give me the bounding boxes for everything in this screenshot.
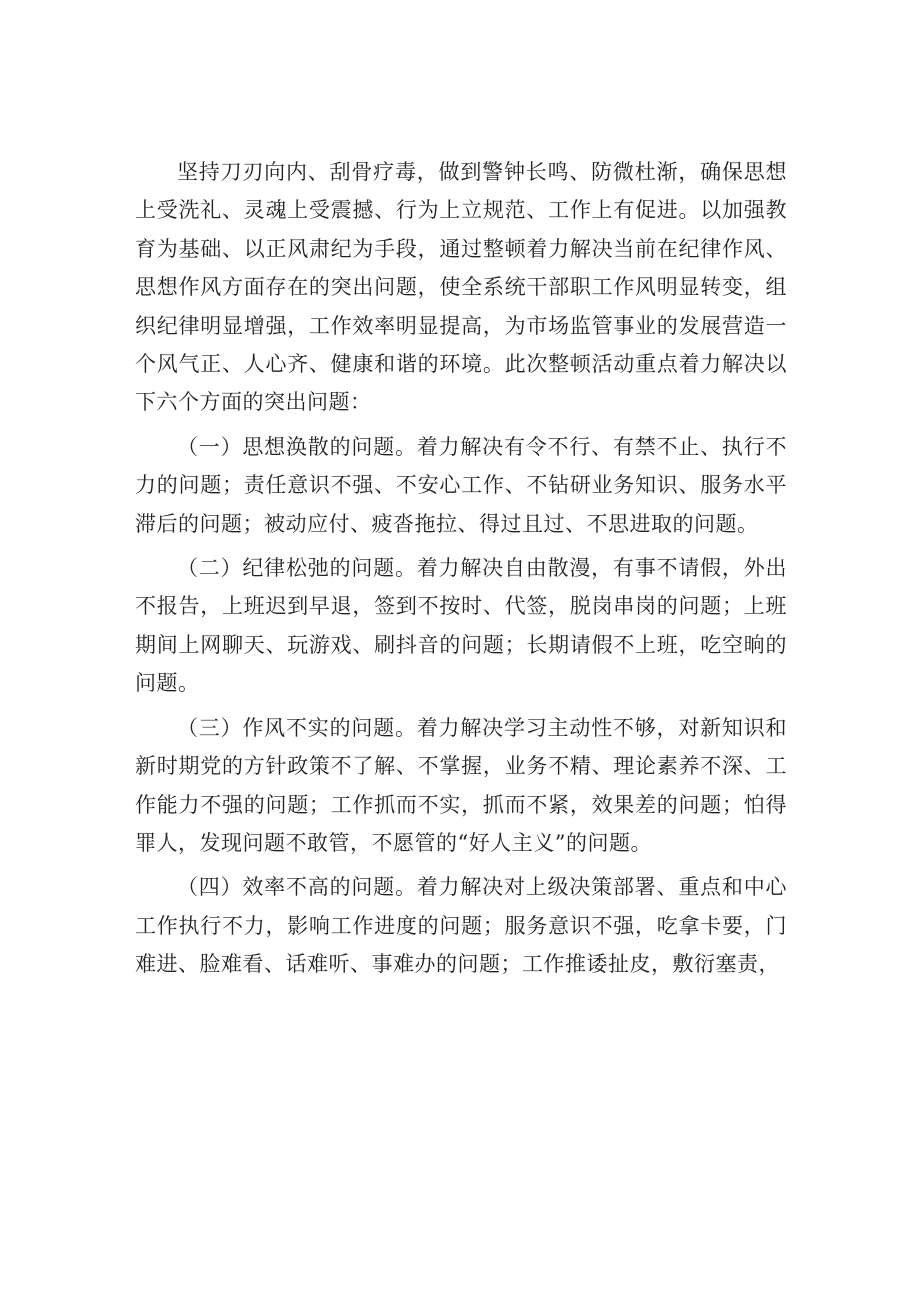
document-body [135, 153, 787, 990]
problem-4-paragraph: （四）效率不高的问题。着力解决对上级决策部署、重点和中心工作执行不力，影响工作进度的问题；服务意识不强，吃拿卡要，门难进、脸难看、话难听、事难办的问题；工作推诿扯皮，敷衍塞责， [135, 875, 787, 977]
problem-2-paragraph: （二）纪律松弛的问题。着力解决自由散漫，有事不请假，外出不报告，上班迟到早退，签到不按时、代签，脱岗串岗的问题；上班期间上网聊天、玩游戏、刷抖音的问题；长期请假不上班，吃空晌的问题。 [135, 556, 787, 696]
problem-3-paragraph: （三）作风不实的问题。着力解决学习主动性不够，对新知识和新时期党的方针政策不了解、不掌握，业务不精、理论素养不深、工作能力不强的问题；工作抓而不实，抓而不紧，效果差的问题；怕得罪人，发现问题不敢管，不愿管的“好人主义”的问题。 [135, 715, 787, 855]
intro-paragraph: 坚持刀刃向内、刮骨疗毒，做到警钟长鸣、防微杜渐，确保思想上受洗礼、灵魂上受震撼、行为上立规范、工作上有促进。以加强教育为基础、以正风肃纪为手段，通过整顿着力解决当前在纪律作风、思想作风方面存在的突出问题，使全系统干部职工作风明显转变，组织纪律明显增强，工作效率明显提高，为市场监管事业的发展营造一个风气正、人心齐、健康和谐的环境。此次整顿活动重点着力解决以下六个方面的突出问题： [135, 160, 787, 415]
problem-1-paragraph: （一）思想涣散的问题。着力解决有令不行、有禁不止、执行不力的问题；责任意识不强、不安心工作、不钻研业务知识、服务水平滞后的问题；被动应付、疲沓拖拉、得过且过、不思进取的问题。 [135, 434, 787, 536]
